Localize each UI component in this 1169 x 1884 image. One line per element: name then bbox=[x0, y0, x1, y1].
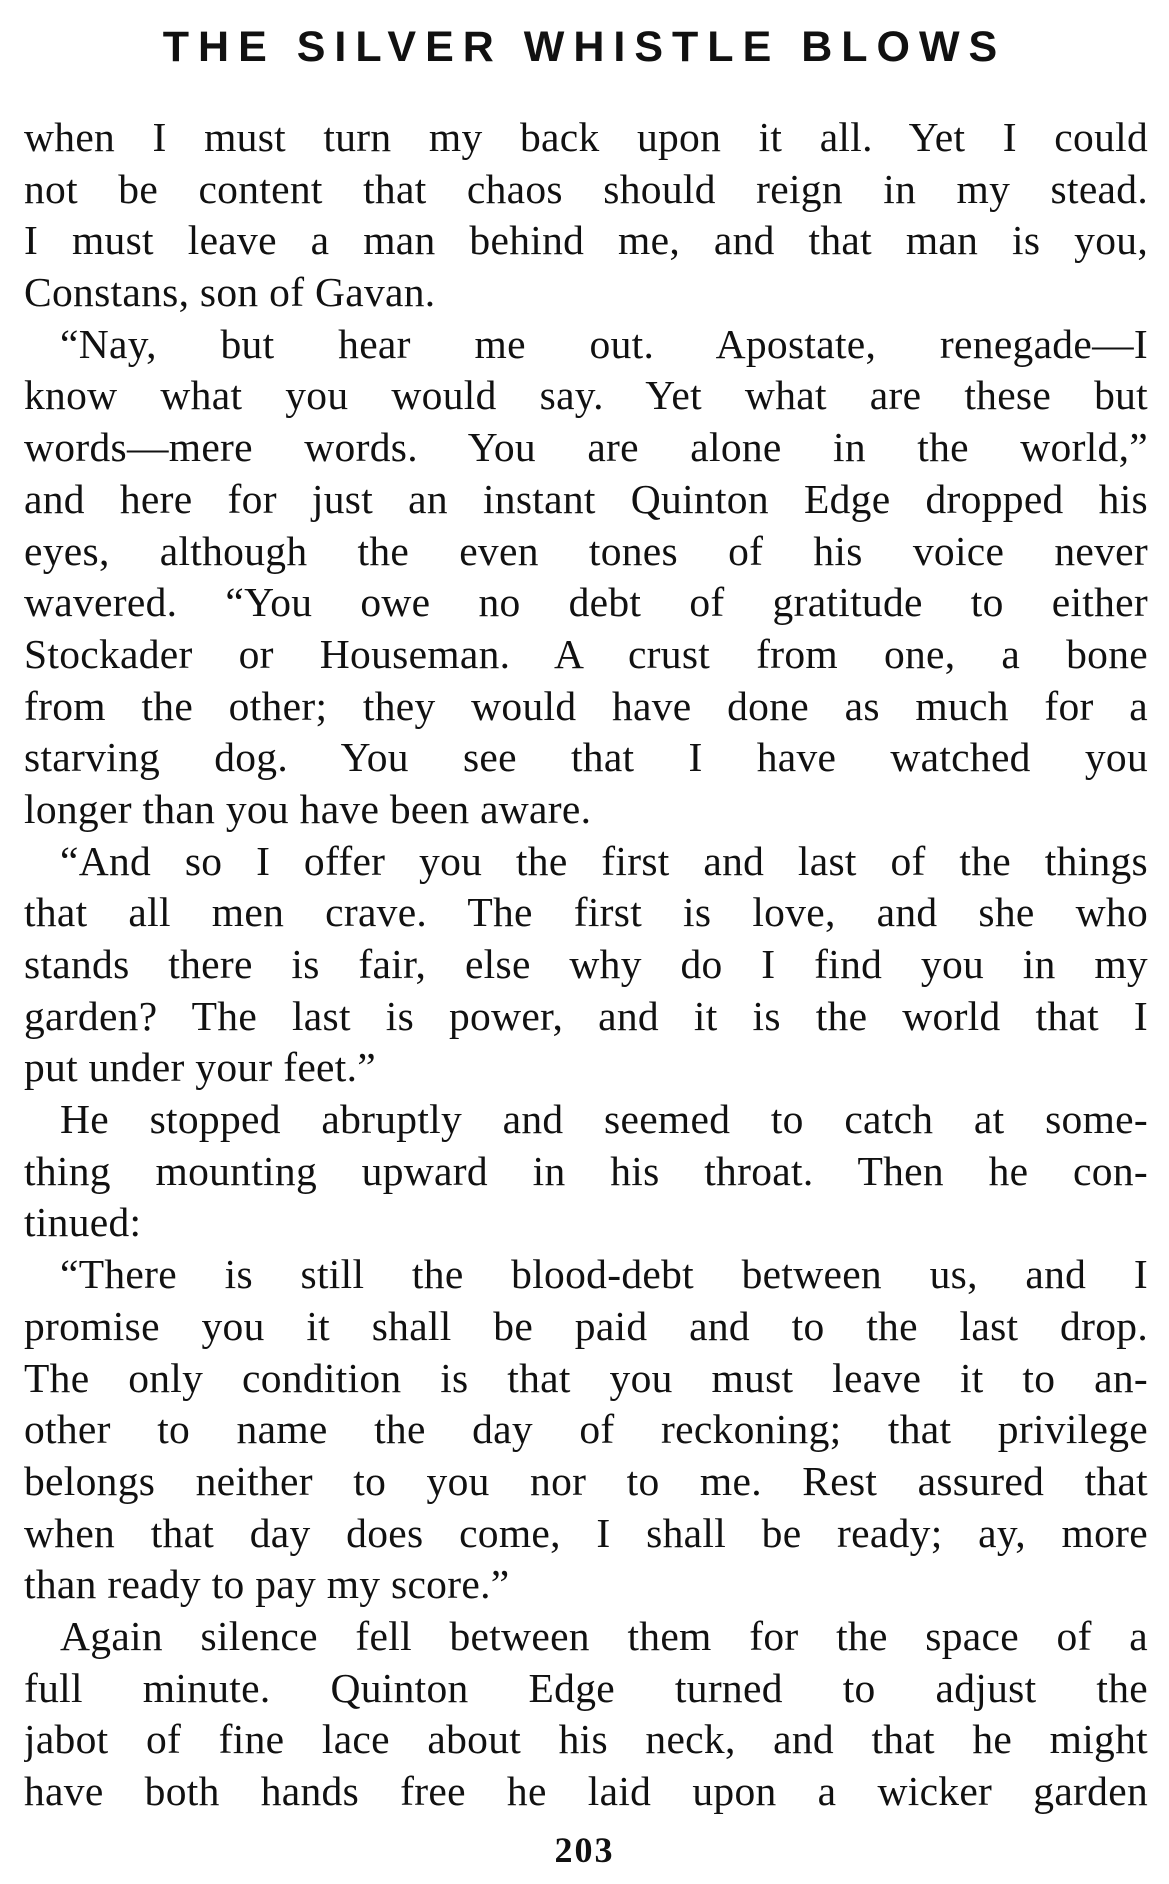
text-line: longer than you have been aware. bbox=[24, 785, 592, 832]
text-line: full minute. Quinton Edge turned to adjust the bbox=[24, 1664, 1148, 1711]
text-line: thing mounting upward in his throat. Then he con- bbox=[24, 1147, 1148, 1194]
text-line: “There is still the blood-debt between us, and I bbox=[60, 1251, 1148, 1298]
text-line: not be content that chaos should reign in my stead. bbox=[24, 165, 1148, 212]
text-line: wavered. “You owe no debt of gratitude to either bbox=[24, 579, 1148, 626]
text-line: other to name the day of reckoning; that privilege bbox=[24, 1406, 1148, 1453]
text-line: and here for just an instant Quinton Edge dropped his bbox=[24, 475, 1148, 522]
text-line: promise you it shall be paid and to the last drop. bbox=[24, 1302, 1148, 1349]
text-line: garden? The last is power, and it is the world that I bbox=[24, 992, 1148, 1039]
text-line: Again silence fell between them for the space of a bbox=[60, 1612, 1148, 1659]
text-line: from the other; they would have done as much for a bbox=[24, 682, 1148, 729]
text-line: when I must turn my back upon it all. Yet I could bbox=[24, 114, 1148, 160]
text-line: eyes, although the even tones of his voice never bbox=[24, 527, 1148, 574]
text-line: tinued: bbox=[24, 1199, 142, 1246]
text-line: The only condition is that you must leave it to an- bbox=[24, 1354, 1148, 1401]
text-line: He stopped abruptly and seemed to catch at some- bbox=[60, 1096, 1148, 1143]
text-line: have both hands free he laid upon a wicker garden bbox=[24, 1768, 1148, 1814]
text-line: starving dog. You see that I have watched you bbox=[24, 734, 1148, 781]
text-line: “And so I offer you the first and last of the things bbox=[60, 837, 1148, 884]
text-line: “Nay, but hear me out. Apostate, renegade—I bbox=[60, 320, 1148, 367]
text-line: words—mere words. You are alone in the world,” bbox=[24, 424, 1148, 471]
text-line: put under your feet.” bbox=[24, 1044, 376, 1091]
text-line: know what you would say. Yet what are these but bbox=[24, 372, 1148, 419]
text-line: stands there is fair, else why do I find you in my bbox=[24, 941, 1148, 987]
text-line: when that day does come, I shall be ready; ay, more bbox=[24, 1509, 1148, 1556]
text-line: Stockader or Houseman. A crust from one, a bone bbox=[24, 630, 1148, 677]
text-line: I must leave a man behind me, and that man is you, bbox=[24, 217, 1148, 264]
text-line: belongs neither to you nor to me. Rest assured that bbox=[24, 1457, 1148, 1504]
text-line: jabot of fine lace about his neck, and that he might bbox=[24, 1716, 1148, 1763]
running-head-title: THE SILVER WHISTLE BLOWS bbox=[162, 23, 1007, 71]
body-text bbox=[24, 112, 1148, 1818]
page-number: 203 bbox=[554, 1830, 615, 1870]
text-line: that all men crave. The first is love, and she who bbox=[24, 889, 1148, 936]
text-line: Constans, son of Gavan. bbox=[24, 269, 436, 316]
text-line: than ready to pay my score.” bbox=[24, 1561, 510, 1608]
